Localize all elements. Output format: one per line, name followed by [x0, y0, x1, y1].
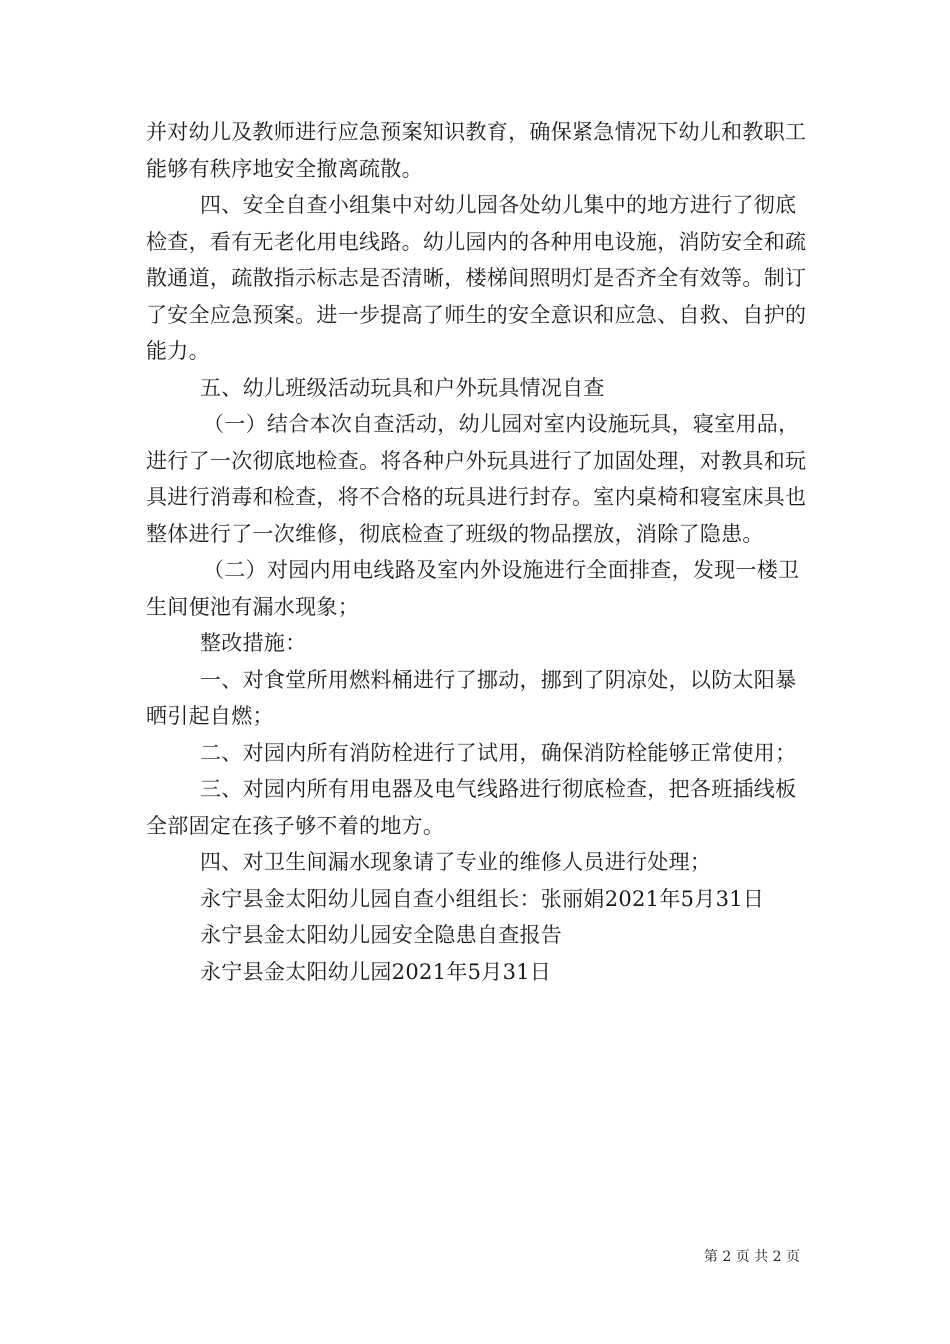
paragraph-2: 四、安全自查小组集中对幼儿园各处幼儿集中的地方进行了彻底检查，看有无老化用电线路。幼儿园内的各种用电设施，消防安全和疏散通道，疏散指示标志是否清晰，楼梯间照明灯是否齐全有效等。制订了安全应急预案。进一步提高了师生的安全意识和应急、自救、自护的能力。 [146, 193, 807, 363]
paragraph-10: 四、对卫生间漏水现象请了专业的维修人员进行处理； [200, 850, 712, 874]
paragraph-4: （一）结合本次自查活动，幼儿园对室内设施玩具，寝室用品，进行了一次彻底地检查。将各种户外玩具进行了加固处理，对教具和玩具进行消毒和检查，将不合格的玩具进行封存。室内桌椅和寝室床具也整体进行了一次维修，彻底检查了班级的物品摆放，消除了隐患。 [146, 412, 807, 546]
paragraph-8: 二、对园内所有消防栓进行了试用，确保消防栓能够正常使用； [200, 740, 797, 765]
paragraph-12: 永宁县金太阳幼儿园安全隐患自查报告 [200, 923, 563, 947]
paragraph-13: 永宁县金太阳幼儿园2021年5月31日 [200, 959, 552, 984]
page-number-footer: 第 2 页 共 2 页 [703, 1249, 800, 1265]
paragraph-1: 并对幼儿及教师进行应急预案知识教育，确保紧急情况下幼儿和教职工能够有秩序地安全撤离疏散。 [146, 120, 807, 181]
paragraph-6: 整改措施： [200, 631, 307, 655]
paragraph-9: 三、对园内所有用电器及电气线路进行彻底检查，把各班插线板全部固定在孩子够不着的地方。 [146, 777, 797, 838]
paragraph-7: 一、对食堂所用燃料桶进行了挪动，挪到了阴凉处，以防太阳暴晒引起自燃； [146, 667, 797, 728]
document-body [146, 114, 816, 990]
paragraph-11: 永宁县金太阳幼儿园自查小组组长：张丽娟2021年5月31日 [200, 886, 765, 911]
paragraph-5: （二）对园内用电线路及室内外设施进行全面排查，发现一楼卫生间便池有漏水现象； [146, 558, 800, 619]
paragraph-3: 五、幼儿班级活动玩具和户外玩具情况自查 [200, 375, 605, 400]
